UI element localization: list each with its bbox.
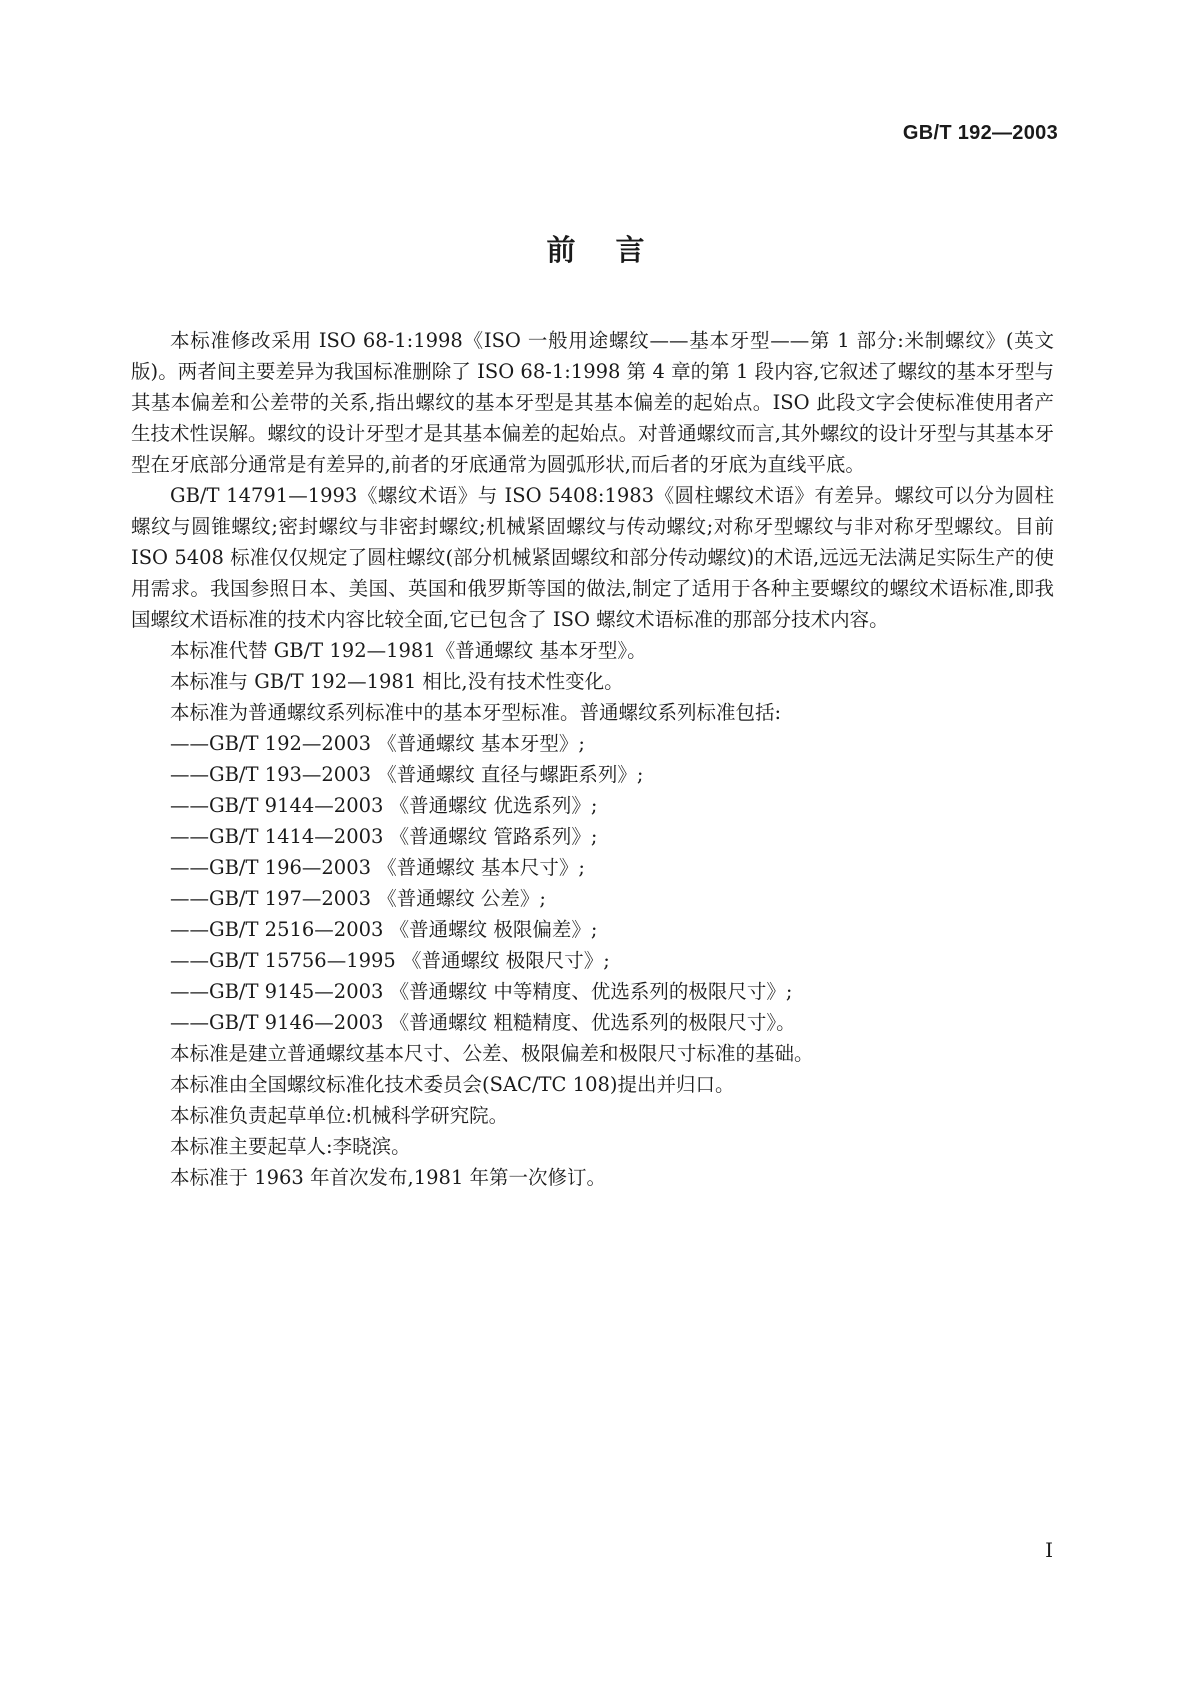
- list-item: ——GB/T 9144—2003 《普通螺纹 优选系列》;: [170, 794, 598, 817]
- line-main-drafter: 本标准主要起草人:李晓滨。: [170, 1135, 411, 1158]
- line-proposed-by: 本标准由全国螺纹标准化技术委员会(SAC/TC 108)提出并归口。: [170, 1073, 735, 1096]
- list-item: ——GB/T 196—2003 《普通螺纹 基本尺寸》;: [170, 856, 585, 879]
- series-list: [131, 728, 1054, 1038]
- list-item: ——GB/T 197—2003 《普通螺纹 公差》;: [170, 887, 546, 910]
- standard-code: GB/T 192—2003: [902, 122, 1058, 144]
- document-body: [131, 325, 1054, 1193]
- list-item: ——GB/T 192—2003 《普通螺纹 基本牙型》;: [170, 732, 585, 755]
- list-item: ——GB/T 9145—2003 《普通螺纹 中等精度、优选系列的极限尺寸》;: [170, 980, 793, 1003]
- line-foundation: 本标准是建立普通螺纹基本尺寸、公差、极限偏差和极限尺寸标准的基础。: [170, 1042, 814, 1065]
- line-series-intro: 本标准为普通螺纹系列标准中的基本牙型标准。普通螺纹系列标准包括:: [170, 701, 782, 724]
- page-title: 前言: [546, 233, 685, 267]
- list-item: ——GB/T 15756—1995 《普通螺纹 极限尺寸》;: [170, 949, 610, 972]
- line-replaces: 本标准代替 GB/T 192—1981《普通螺纹 基本牙型》。: [170, 639, 647, 662]
- line-no-technical-change: 本标准与 GB/T 192—1981 相比,没有技术性变化。: [170, 670, 624, 693]
- list-item: ——GB/T 1414—2003 《普通螺纹 管路系列》;: [170, 825, 598, 848]
- list-item: ——GB/T 9146—2003 《普通螺纹 粗糙精度、优选系列的极限尺寸》。: [170, 1011, 796, 1034]
- page-number: I: [1045, 1538, 1053, 1562]
- line-history: 本标准于 1963 年首次发布,1981 年第一次修订。: [170, 1166, 607, 1189]
- list-item: ——GB/T 2516—2003 《普通螺纹 极限偏差》;: [170, 918, 598, 941]
- paragraph-iso-modification: 本标准修改采用 ISO 68-1:1998《ISO 一般用途螺纹——基本牙型——第 1 部分:米制螺纹》(英文版)。两者间主要差异为我国标准删除了 ISO 68-1:1998 第 4 章的第 1 段内容,它叙述了螺纹的基本牙型与其基本偏差和公差带的关系,指出螺纹的基本牙型是其基本偏差的起始点。ISO 此段文字会使标准使用者产生技术性误解。螺纹的设计牙型才是其基本偏差的起始点。对普通螺纹而言,其外螺纹的设计牙型与其基本牙型在牙底部分通常是有差异的,前者的牙底通常为圆弧形状,而后者的牙底为直线平底。: [131, 329, 1054, 476]
- line-drafting-unit: 本标准负责起草单位:机械科学研究院。: [170, 1104, 509, 1127]
- paragraph-terminology: GB/T 14791—1993《螺纹术语》与 ISO 5408:1983《圆柱螺纹术语》有差异。螺纹可以分为圆柱螺纹与圆锥螺纹;密封螺纹与非密封螺纹;机械紧固螺纹与传动螺纹;对称牙型螺纹与非对称牙型螺纹。目前 ISO 5408 标准仅仅规定了圆柱螺纹(部分机械紧固螺纹和部分传动螺纹)的术语,远远无法满足实际生产的使用需求。我国参照日本、美国、英国和俄罗斯等国的做法,制定了适用于各种主要螺纹的螺纹术语标准,即我国螺纹术语标准的技术内容比较全面,它已包含了 ISO 螺纹术语标准的那部分技术内容。: [131, 484, 1054, 631]
- list-item: ——GB/T 193—2003 《普通螺纹 直径与螺距系列》;: [170, 763, 644, 786]
